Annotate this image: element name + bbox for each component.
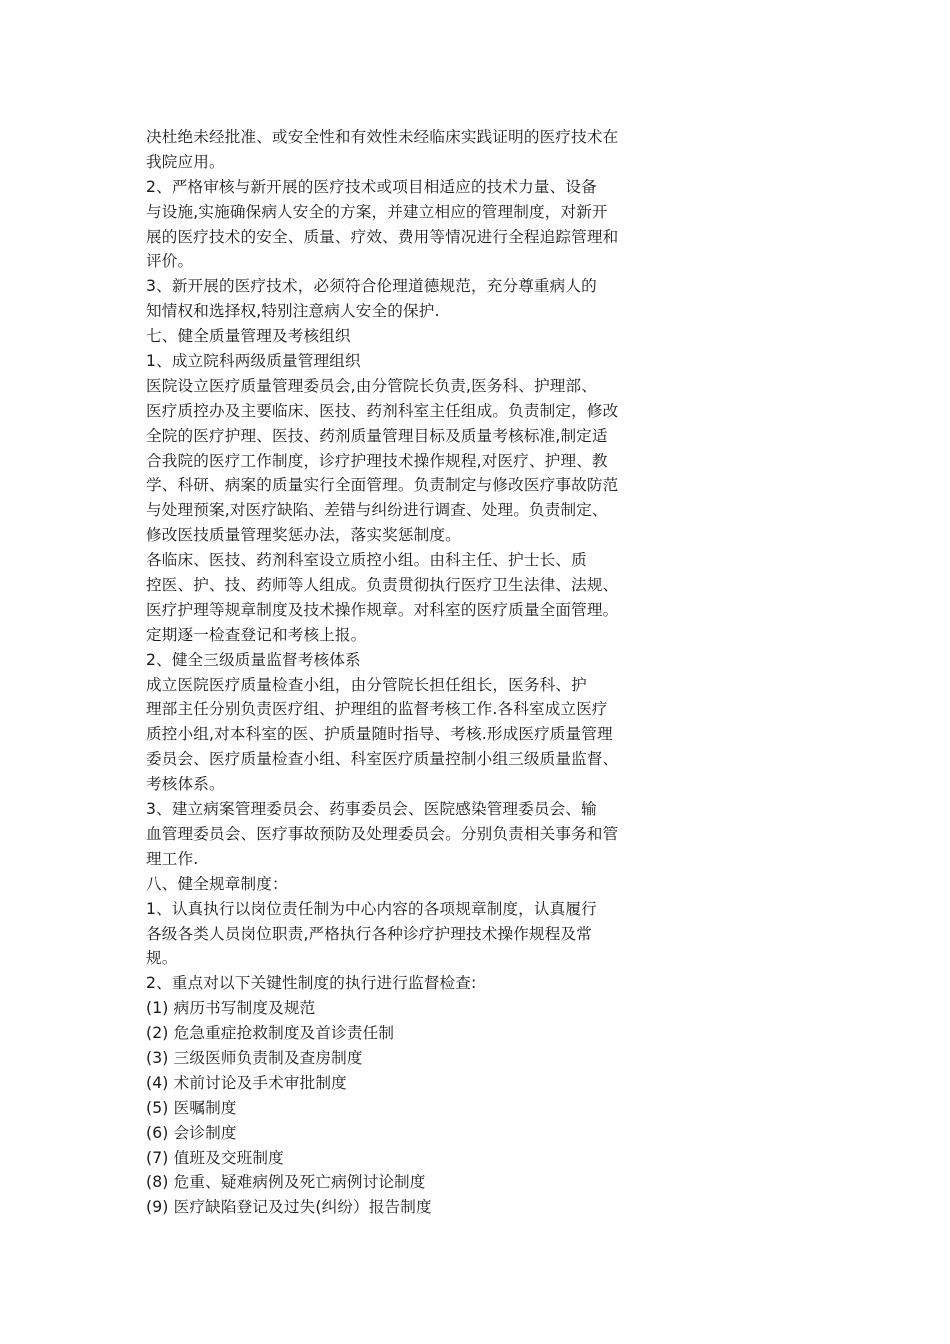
text-line: 质控小组,对本科室的医、护质量随时指导、考核.形成医疗质量管理 xyxy=(146,725,613,744)
text-line: 各级各类人员岗位职责,严格执行各种诊疗护理技术操作规程及常 xyxy=(146,924,592,943)
section-heading: 八、健全规章制度： xyxy=(146,874,288,893)
text-line: 各临床、医技、药剂科室设立质控小组。由科主任、护士长、质 xyxy=(146,551,587,570)
text-line: 血管理委员会、医疗事故预防及处理委员会。分别负责相关事务和管 xyxy=(146,824,619,843)
text-line: 合我院的医疗工作制度，诊疗护理技术操作规程,对医疗、护理、教 xyxy=(146,451,608,470)
list-item: (8) 危重、疑难病例及死亡病例讨论制度 xyxy=(146,1173,426,1192)
text-line: 与处理预案,对医疗缺陷、差错与纠纷进行调查、处理。负责制定、 xyxy=(146,501,608,520)
list-item: (1) 病历书写制度及规范 xyxy=(146,999,316,1018)
text-line: 1、认真执行以岗位责任制为中心内容的各项规章制度，认真履行 xyxy=(146,899,597,918)
text-line: 评价。 xyxy=(146,252,194,271)
text-line: 3、建立病案管理委员会、药事委员会、医院感染管理委员会、输 xyxy=(146,800,597,819)
list-item: (5) 医嘱制度 xyxy=(146,1098,237,1117)
text-line: 理工作. xyxy=(146,849,199,868)
section-heading: 七、健全质量管理及考核组织 xyxy=(146,327,351,346)
text-line: 2、严格审核与新开展的医疗技术或项目相适应的技术力量、设备 xyxy=(146,177,597,196)
subsection-heading: 2、健全三级质量监督考核体系 xyxy=(146,650,361,669)
text-line: 医院设立医疗质量管理委员会,由分管院长负责,医务科、护理部、 xyxy=(146,376,598,395)
text-line: 控医、护、技、药师等人组成。负责贯彻执行医疗卫生法律、法规、 xyxy=(146,576,619,595)
text-line: 与设施,实施确保病人安全的方案，并建立相应的管理制度，对新开 xyxy=(146,202,608,221)
list-item: (6) 会诊制度 xyxy=(146,1123,237,1142)
list-item: (7) 值班及交班制度 xyxy=(146,1148,284,1167)
text-line: 我院应用。 xyxy=(146,152,225,171)
text-line: 知情权和选择权,特别注意病人安全的保护. xyxy=(146,302,440,321)
text-line: 展的医疗技术的安全、质量、疗效、费用等情况进行全程追踪管理和 xyxy=(146,227,619,246)
text-line: 2、重点对以下关键性制度的执行进行监督检查: xyxy=(146,974,477,993)
text-line: 修改医技质量管理奖惩办法，落实奖惩制度。 xyxy=(146,526,461,545)
text-line: 委员会、医疗质量检查小组、科室医疗质量控制小组三级质量监督、 xyxy=(146,750,619,769)
subsection-heading: 1、成立院科两级质量管理组织 xyxy=(146,352,361,371)
text-line: 理部主任分别负责医疗组、护理组的监督考核工作.各科室成立医疗 xyxy=(146,700,608,719)
text-line: 规。 xyxy=(146,949,178,968)
text-line: 3、新开展的医疗技术，必须符合伦理道德规范，充分尊重病人的 xyxy=(146,277,597,296)
text-line: 定期逐一检查登记和考核上报。 xyxy=(146,625,367,644)
list-item: (2) 危急重症抢救制度及首诊责任制 xyxy=(146,1024,395,1043)
list-item: (3) 三级医师负责制及查房制度 xyxy=(146,1048,363,1067)
text-line: 决杜绝未经批准、或安全性和有效性未经临床实践证明的医疗技术在 xyxy=(146,128,619,146)
document-body xyxy=(146,125,666,1220)
text-line: 考核体系。 xyxy=(146,775,225,794)
text-line: 医疗护理等规章制度及技术操作规章。对科室的医疗质量全面管理。 xyxy=(146,600,619,619)
text-line: 全院的医疗护理、医技、药剂质量管理目标及质量考核标准,制定适 xyxy=(146,426,608,445)
text-line: 学、科研、病案的质量实行全面管理。负责制定与修改医疗事故防范 xyxy=(146,476,619,495)
list-item: (9) 医疗缺陷登记及过失(纠纷）报告制度 xyxy=(146,1198,432,1217)
text-line: 成立医院医疗质量检查小组，由分管院长担任组长，医务科、护 xyxy=(146,675,587,694)
text-line: 医疗质控办及主要临床、医技、药剂科室主任组成。负责制定，修改 xyxy=(146,401,619,420)
list-item: (4) 术前讨论及手术审批制度 xyxy=(146,1073,347,1092)
